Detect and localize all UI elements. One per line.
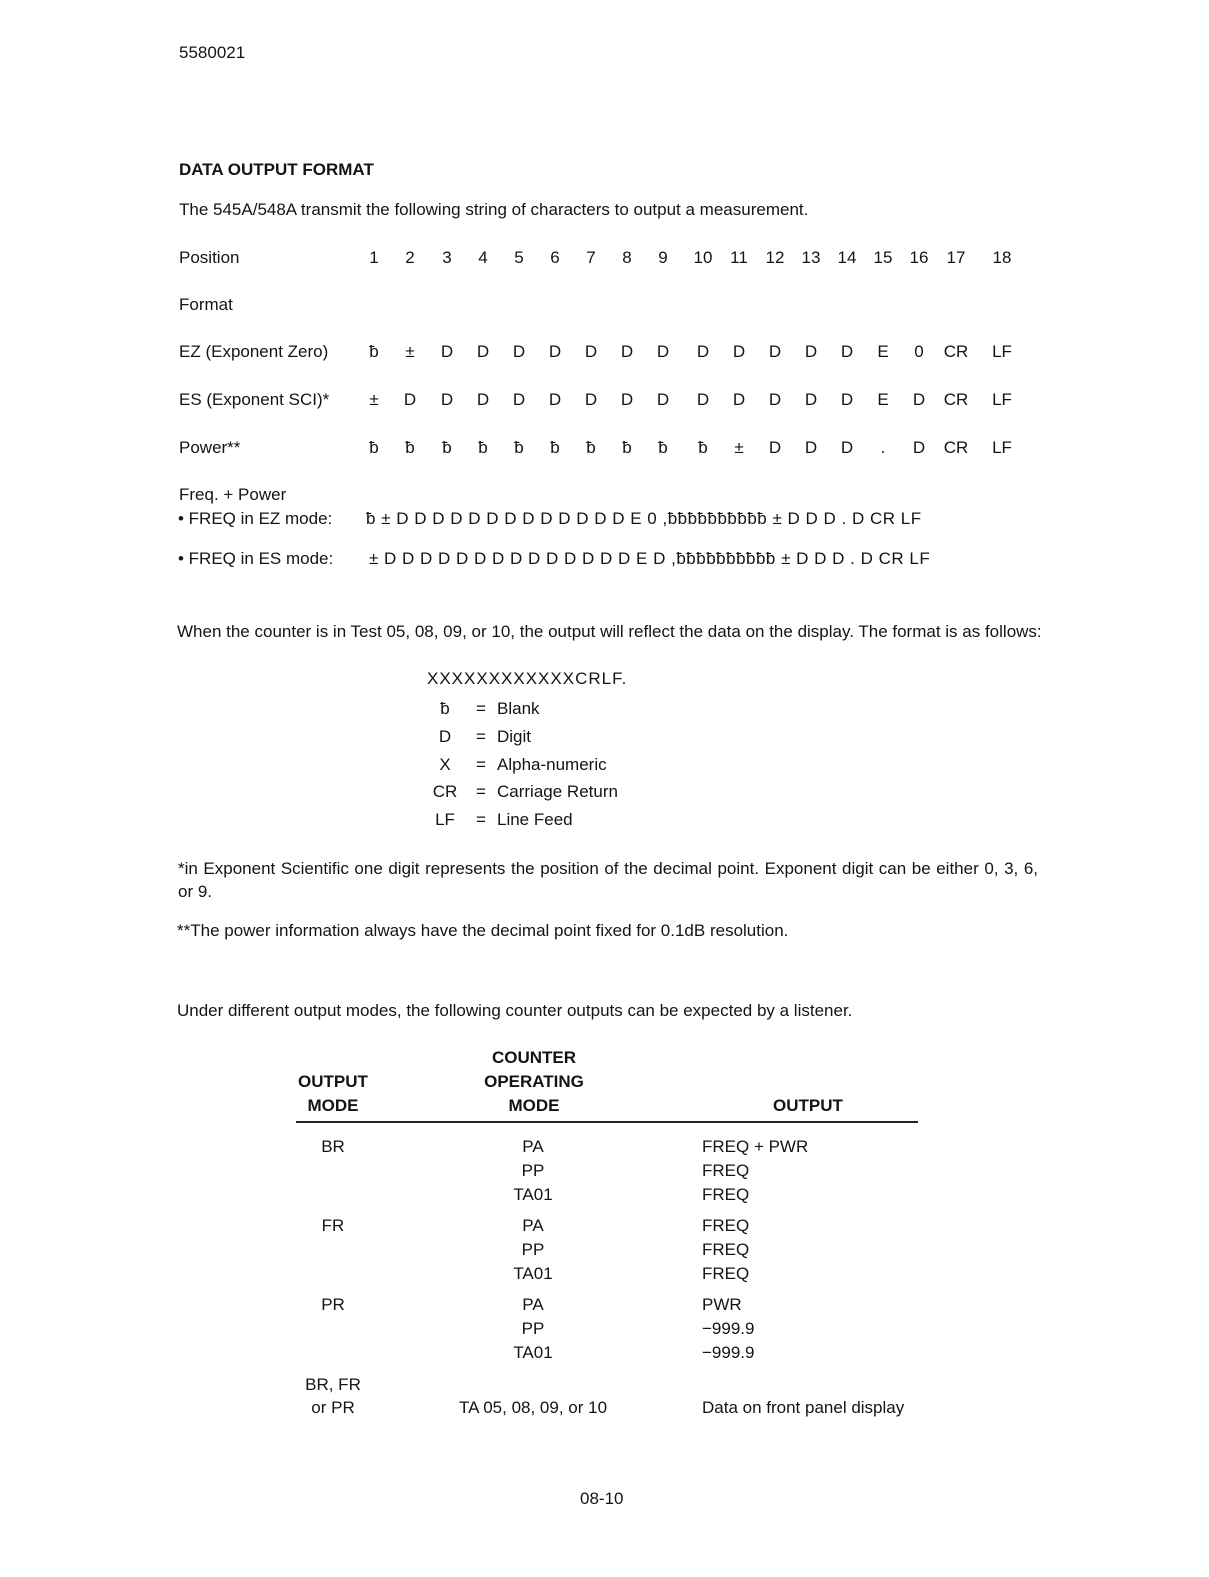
format-cell: E: [877, 342, 889, 361]
format-cell: ƀ: [369, 438, 379, 457]
position-number: 12: [765, 248, 785, 267]
position-number: 6: [550, 248, 560, 267]
format-cell: D: [768, 390, 782, 409]
legend-definition: Digit: [497, 727, 532, 746]
format-cell: ±: [369, 390, 379, 409]
format-cell: D: [912, 438, 926, 457]
format-cell: LF: [992, 390, 1012, 409]
counter-mode-cell: PA: [522, 1216, 544, 1235]
format-cell: D: [912, 390, 926, 409]
format-cell: ƀ: [369, 342, 379, 361]
freq-es-label: • FREQ in ES mode:: [178, 549, 334, 568]
format-cell: D: [804, 342, 818, 361]
counter-mode-cell: PA: [522, 1137, 544, 1156]
table-row: [0, 1216, 1209, 1240]
format-cell: ƀ: [586, 438, 596, 457]
format-cell: ƀ: [405, 438, 415, 457]
position-number: 1: [369, 248, 379, 267]
format-cell: D: [584, 342, 598, 361]
position-number: 17: [946, 248, 966, 267]
position-number: 18: [992, 248, 1012, 267]
output-cell: −999.9: [702, 1343, 755, 1362]
counter-mode-cell: PP: [521, 1319, 545, 1338]
legend-term: CR: [432, 782, 458, 801]
format-cell: CR: [943, 390, 969, 409]
position-number: 7: [586, 248, 596, 267]
intro-text: The 545A/548A transmit the following string of characters to output a measurement.: [179, 200, 809, 219]
legend-equals: =: [476, 782, 486, 801]
format-cell: ƀ: [658, 438, 668, 457]
format-cell: ƀ: [698, 438, 708, 457]
position-number: 16: [909, 248, 929, 267]
format-cell: D: [840, 438, 854, 457]
format-cell: D: [440, 390, 454, 409]
counter-mode-cell: TA01: [513, 1185, 553, 1204]
format-cell: D: [840, 342, 854, 361]
output-cell: −999.9: [702, 1319, 755, 1338]
header-counter-mode-line: MODE: [508, 1096, 560, 1115]
table-row: [0, 1240, 1209, 1264]
legend-definition: Alpha-numeric: [497, 755, 607, 774]
format-cell: D: [696, 342, 710, 361]
counter-mode-cell: PA: [522, 1295, 544, 1314]
output-mode-cell: FR: [321, 1216, 345, 1235]
table-row: [0, 1264, 1209, 1288]
format-cell: D: [476, 342, 490, 361]
footnote-exponent: *in Exponent Scientific one digit represents the position of the decimal point. Exponent digit can be either 0, 3, 6, or 9.: [178, 859, 1038, 901]
freq-ez-label: • FREQ in EZ mode:: [178, 509, 333, 528]
power-row-label: Power**: [179, 438, 241, 457]
format-cell: D: [732, 390, 746, 409]
output-cell: FREQ: [702, 1185, 750, 1204]
header-counter-mode-line: COUNTER: [491, 1048, 577, 1067]
table-row: [0, 1185, 1209, 1209]
legend-definition: Carriage Return: [497, 782, 618, 801]
format-cell: D: [656, 342, 670, 361]
format-cell: D: [620, 390, 634, 409]
format-label: Format: [179, 295, 233, 314]
format-cell: D: [804, 438, 818, 457]
format-cell: ƀ: [622, 438, 632, 457]
table-row: [0, 1343, 1209, 1367]
format-cell: 0: [914, 342, 924, 361]
output-cell: FREQ + PWR: [702, 1137, 809, 1156]
footnote-power: **The power information always have the decimal point fixed for 0.1dB resolution.: [177, 921, 789, 940]
format-cell: ƀ: [478, 438, 488, 457]
freq-power-label: Freq. + Power: [179, 485, 287, 504]
format-cell: ƀ: [442, 438, 452, 457]
format-cell: LF: [992, 342, 1012, 361]
header-output-mode: [283, 1070, 383, 1118]
format-cell: D: [768, 438, 782, 457]
legend-equals: =: [476, 699, 486, 718]
format-cell: D: [440, 342, 454, 361]
document-number: 5580021: [179, 43, 246, 62]
format-cell: LF: [992, 438, 1012, 457]
output-cell: PWR: [702, 1295, 742, 1314]
format-cell: D: [476, 390, 490, 409]
counter-mode-cell: TA 05, 08, 09, or 10: [458, 1398, 608, 1417]
section-heading: DATA OUTPUT FORMAT: [179, 160, 374, 179]
output-mode-cell: BR: [321, 1137, 345, 1156]
format-cell: D: [584, 390, 598, 409]
modes-intro: Under different output modes, the following counter outputs can be expected by a listener.: [177, 1001, 853, 1020]
table-row: [0, 1161, 1209, 1185]
format-cell: ±: [405, 342, 415, 361]
legend-equals: =: [476, 755, 486, 774]
output-cell: FREQ: [702, 1161, 750, 1180]
test-format-string: XXXXXXXXXXXXCRLF.: [427, 669, 628, 688]
format-cell: CR: [943, 438, 969, 457]
output-cell: FREQ: [702, 1240, 750, 1259]
legend-definition: Line Feed: [497, 810, 573, 829]
header-divider: [296, 1121, 918, 1123]
position-number: 3: [442, 248, 452, 267]
legend-term: LF: [435, 810, 455, 829]
legend-term: ƀ: [440, 699, 450, 718]
format-cell: ƀ: [514, 438, 524, 457]
format-cell: D: [696, 390, 710, 409]
counter-mode-cell: TA01: [513, 1264, 553, 1283]
position-number: 10: [693, 248, 713, 267]
position-number: 15: [873, 248, 893, 267]
table-row: [0, 1319, 1209, 1343]
legend-equals: =: [476, 727, 486, 746]
output-mode-cell: PR: [321, 1295, 345, 1314]
format-cell: D: [732, 342, 746, 361]
position-number: 14: [837, 248, 857, 267]
position-number: 8: [622, 248, 632, 267]
format-cell: D: [620, 342, 634, 361]
format-cell: D: [768, 342, 782, 361]
output-cell: FREQ: [702, 1264, 750, 1283]
format-cell: D: [804, 390, 818, 409]
format-cell: D: [840, 390, 854, 409]
format-cell: D: [512, 390, 526, 409]
test-note-paragraph: When the counter is in Test 05, 08, 09, or 10, the output will reflect the data on the display. The format is as follows:: [177, 622, 1042, 641]
legend-definition: Blank: [497, 699, 540, 718]
position-number: 4: [478, 248, 488, 267]
format-cell: D: [512, 342, 526, 361]
legend-equals: =: [476, 810, 486, 829]
position-number: 2: [405, 248, 415, 267]
format-cell: E: [877, 390, 889, 409]
header-counter-mode: [454, 1046, 614, 1118]
position-number: 5: [514, 248, 524, 267]
header-output-mode-line: OUTPUT: [298, 1072, 368, 1091]
format-cell: D: [548, 390, 562, 409]
format-cell: ±: [734, 438, 744, 457]
table-row: [0, 1295, 1209, 1319]
output-cell: Data on front panel display: [702, 1398, 905, 1417]
table-row: [0, 1398, 1209, 1422]
header-output-mode-line: MODE: [307, 1096, 359, 1115]
es-row-label: ES (Exponent SCI)*: [179, 390, 330, 409]
legend-term: D: [438, 727, 452, 746]
ez-row-label: EZ (Exponent Zero): [179, 342, 329, 361]
position-label: Position: [179, 248, 240, 267]
position-number: 11: [730, 248, 748, 267]
table-row: [0, 1137, 1209, 1161]
counter-mode-cell: TA01: [513, 1343, 553, 1362]
format-cell: D: [656, 390, 670, 409]
page-number: 08-10: [580, 1489, 624, 1508]
legend-term: X: [439, 755, 451, 774]
output-mode-cell: or PR: [311, 1398, 355, 1417]
format-cell: D: [403, 390, 417, 409]
format-cell: .: [880, 438, 886, 457]
header-output: OUTPUT: [773, 1096, 843, 1115]
freq-ez-string: ƀ ± D D D D D D D D D D D D D E 0 ,ƀƀƀƀƀƀƀƀƀƀ ± D D D . D CR LF: [366, 509, 922, 528]
format-cell: D: [548, 342, 562, 361]
format-cell: CR: [943, 342, 969, 361]
output-cell: FREQ: [702, 1216, 750, 1235]
header-counter-mode-line: OPERATING: [484, 1072, 584, 1091]
position-number: 13: [801, 248, 821, 267]
position-number: 9: [658, 248, 668, 267]
format-cell: ƀ: [550, 438, 560, 457]
counter-mode-cell: PP: [521, 1161, 545, 1180]
freq-es-string: ± D D D D D D D D D D D D D D E D ,ƀƀƀƀƀƀƀƀƀƀ ± D D D . D CR LF: [369, 549, 931, 568]
output-mode-cell: BR, FR: [305, 1375, 361, 1394]
counter-mode-cell: PP: [521, 1240, 545, 1259]
